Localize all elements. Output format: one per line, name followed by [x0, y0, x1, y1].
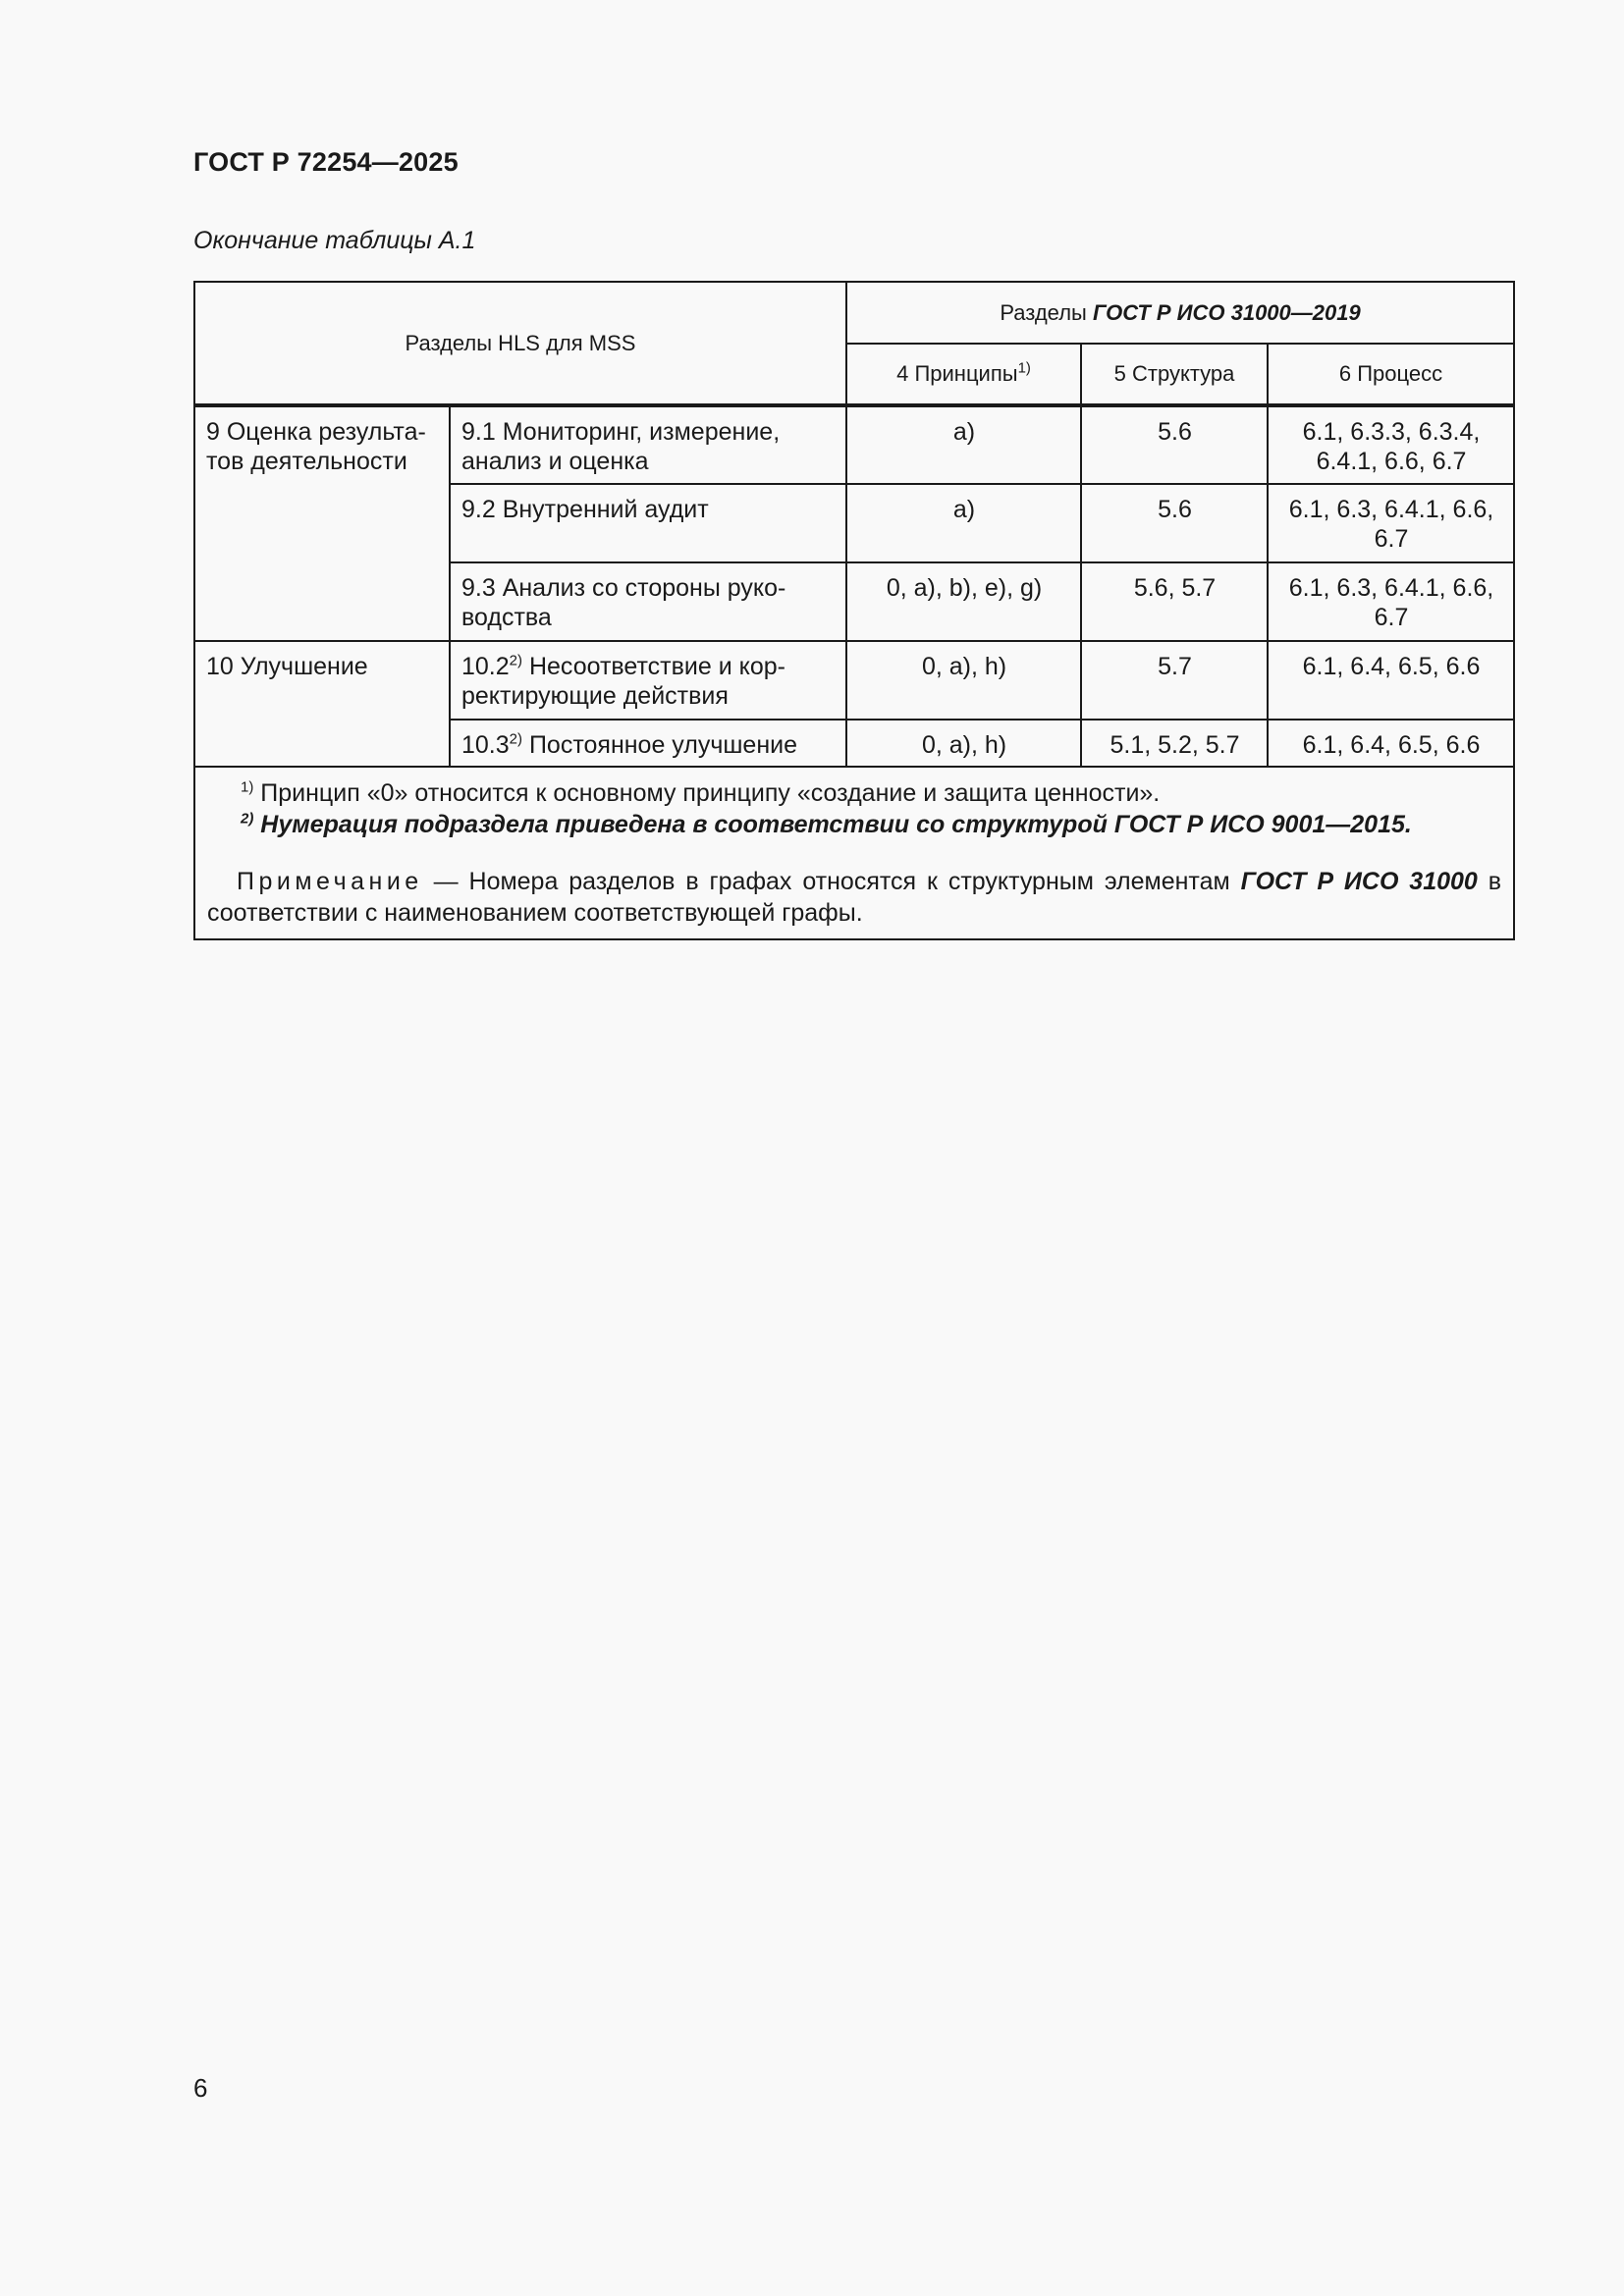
table-note: [207, 866, 1501, 929]
note-text-b: в соответствии с наименованием соответствующей графы.: [207, 868, 1501, 927]
cell-subsection: 9.3 Анализ со стороны руко-водства: [450, 562, 846, 641]
cell-process: 6.1, 6.4, 6.5, 6.6: [1268, 720, 1514, 767]
cell-principles: 0, a), b), e), g): [846, 562, 1081, 641]
cell-subsection: [450, 641, 846, 720]
table-notes-row: [194, 767, 1514, 939]
note-ref: ГОСТ Р ИСО 31000: [1240, 868, 1478, 895]
cell-subsection: 9.2 Внутренний аудит: [450, 484, 846, 562]
head-principles-label: 4 Принципы: [896, 361, 1018, 386]
head-iso-ref: ГОСТ Р ИСО 31000—2019: [1092, 299, 1361, 325]
cell-process: 6.1, 6.3.3, 6.3.4, 6.4.1, 6.6, 6.7: [1268, 405, 1514, 484]
table-notes: [194, 767, 1514, 939]
table-caption: Окончание таблицы А.1: [193, 227, 476, 254]
cell-process: 6.1, 6.3, 6.4.1, 6.6, 6.7: [1268, 484, 1514, 562]
cell-subsection: [450, 720, 846, 767]
cell-structure: 5.7: [1081, 641, 1268, 720]
table-row: [194, 641, 1514, 720]
cell-process: 6.1, 6.3, 6.4.1, 6.6, 6.7: [1268, 562, 1514, 641]
cell-subsection: 9.1 Мониторинг, измерение, анализ и оценка: [450, 405, 846, 484]
footnote-1-text: Принцип «0» относится к основному принципу «создание и защита ценности».: [253, 779, 1161, 807]
footnote-2-text: Нумерация подраздела приведена в соответствии со структурой ГОСТ Р ИСО 9001—2015.: [253, 811, 1412, 838]
cell-structure: 5.6: [1081, 484, 1268, 562]
note-label: Примечание: [237, 868, 423, 895]
footnote-2: [207, 809, 1501, 840]
head-iso: [846, 282, 1514, 344]
cell-structure: 5.1, 5.2, 5.7: [1081, 720, 1268, 767]
cell-principles: a): [846, 484, 1081, 562]
head-iso-prefix: Разделы: [1000, 299, 1093, 325]
note-text-a: — Номера разделов в графах относятся к структурным элементам: [422, 868, 1241, 895]
cell-principles: 0, a), h): [846, 641, 1081, 720]
subsection-sup: 2): [509, 652, 523, 669]
head-principles-sup: 1): [1017, 359, 1031, 377]
cell-structure: 5.6, 5.7: [1081, 562, 1268, 641]
subsection-text: Постоянное улучшение: [522, 731, 798, 759]
footnote-2-mark: 2): [241, 810, 254, 828]
cell-principles: a): [846, 405, 1081, 484]
cell-principles: 0, a), h): [846, 720, 1081, 767]
subsection-sup: 2): [509, 730, 523, 748]
subsection-number: 10.3: [461, 731, 510, 759]
cell-structure: 5.6: [1081, 405, 1268, 484]
cell-process: 6.1, 6.4, 6.5, 6.6: [1268, 641, 1514, 720]
footnote-1: [207, 777, 1501, 809]
subsection-text: Несоответствие и кор-ректирующие действия: [461, 653, 785, 710]
head-hls: Разделы HLS для MSS: [194, 282, 846, 405]
table-head-row-1: [194, 282, 1514, 344]
subsection-number: 10.2: [461, 653, 510, 680]
table: [193, 281, 1515, 940]
cell-section: 9 Оценка результа-тов деятельности: [194, 405, 450, 641]
head-principles: [846, 344, 1081, 405]
page-number: 6: [193, 2073, 208, 2103]
cell-section: 10 Улучшение: [194, 641, 450, 767]
document-header: ГОСТ Р 72254—2025: [193, 147, 459, 177]
head-structure: 5 Структура: [1081, 344, 1268, 405]
head-process: 6 Процесс: [1268, 344, 1514, 405]
footnote-1-mark: 1): [241, 778, 254, 796]
table-a1: [193, 281, 1513, 940]
table-row: [194, 405, 1514, 484]
